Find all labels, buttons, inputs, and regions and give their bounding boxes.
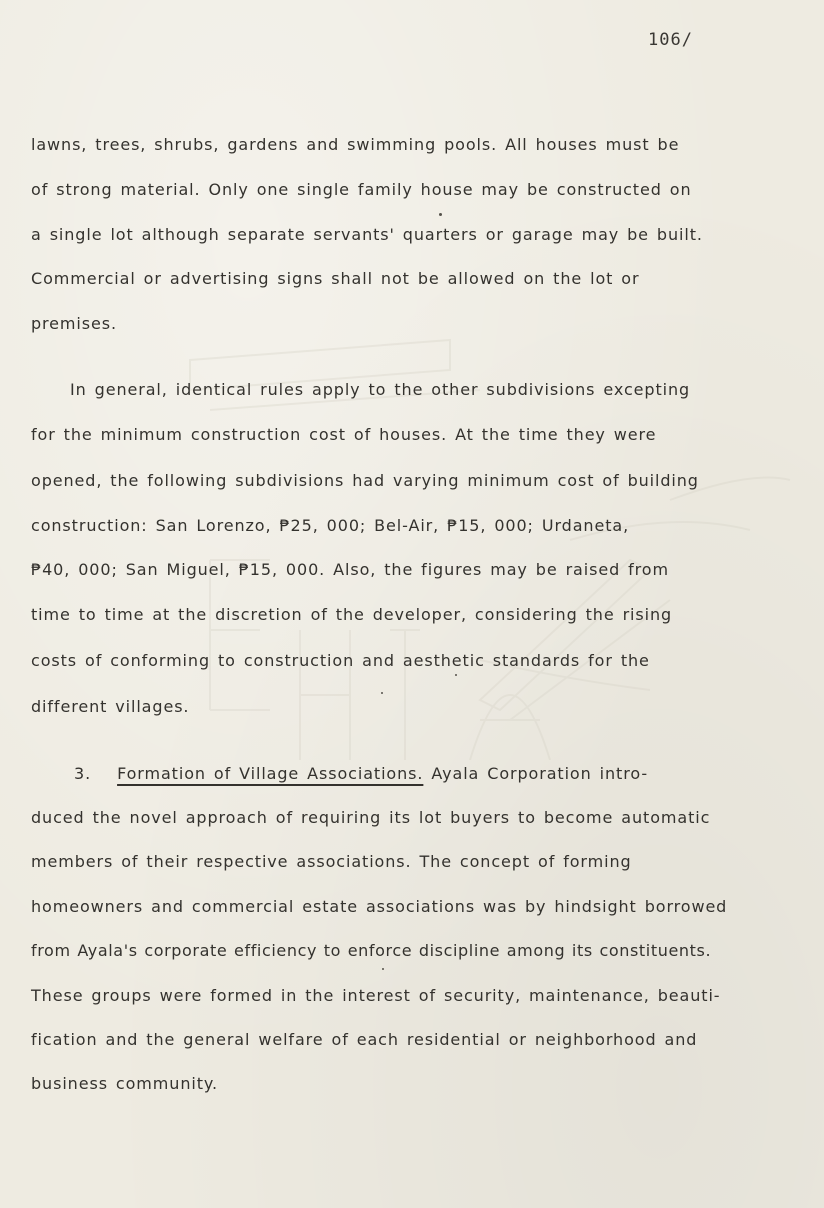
ink-speck: [382, 968, 384, 970]
ink-speck: [381, 692, 383, 694]
heading-line-rest: Ayala Corporation intro-: [431, 764, 648, 783]
text-line: ₱40, 000; San Miguel, ₱15, 000. Also, the figures may be raised from: [31, 560, 669, 579]
text-line: fication and the general welfare of each residential or neighborhood and: [31, 1030, 698, 1049]
text-line: duced the novel approach of requiring its lot buyers to become automatic: [31, 808, 711, 827]
ink-speck: [439, 213, 442, 216]
text-line: These groups were formed in the interest of security, maintenance, beauti-: [31, 986, 721, 1005]
text-line: premises.: [31, 314, 117, 333]
text-line: costs of conforming to construction and aesthetic standards for the: [31, 651, 650, 670]
text-line: a single lot although separate servants' quarters or garage may be built.: [31, 225, 703, 244]
text-line: members of their respective associations. The concept of forming: [31, 852, 632, 871]
page-number: 106/: [648, 30, 693, 50]
text-line: different villages.: [31, 697, 190, 716]
text-line: business community.: [31, 1074, 218, 1093]
text-line: construction: San Lorenzo, ₱25, 000; Bel-Air, ₱15, 000; Urdaneta,: [31, 516, 630, 535]
ink-speck: [455, 674, 457, 676]
section-heading: Formation of Village Associations.: [117, 764, 424, 783]
text-line: opened, the following subdivisions had varying minimum cost of building: [31, 471, 699, 490]
text-line: homeowners and commercial estate associations was by hindsight borrowed: [31, 897, 728, 916]
text-line: time to time at the discretion of the developer, considering the rising: [31, 605, 673, 624]
text-line: lawns, trees, shrubs, gardens and swimming pools. All houses must be: [31, 135, 680, 154]
text-line: Commercial or advertising signs shall not be allowed on the lot or: [31, 269, 640, 288]
section-number: 3.: [74, 764, 92, 783]
text-line: from Ayala's corporate efficiency to enforce discipline among its constituents.: [31, 941, 712, 960]
text-line: for the minimum construction cost of houses. At the time they were: [31, 425, 657, 444]
section-heading-line: [74, 764, 648, 783]
text-line: of strong material. Only one single family house may be constructed on: [31, 180, 692, 199]
text-line: In general, identical rules apply to the other subdivisions excepting: [70, 380, 691, 399]
